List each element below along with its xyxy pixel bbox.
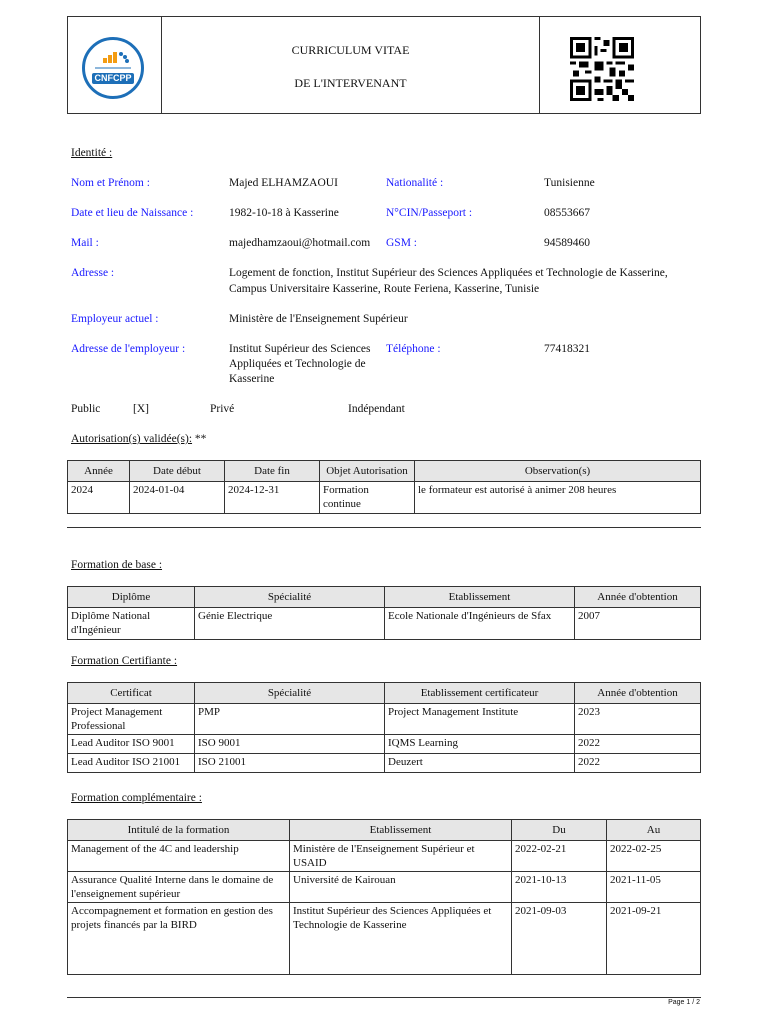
cell-institution-l2: USAID: [293, 857, 327, 869]
cell-year: 2007: [575, 608, 701, 640]
table-row: [68, 608, 701, 640]
complementary-table: [67, 819, 701, 975]
gsm-value: 94589460: [544, 237, 590, 249]
authorisation-title-text: Autorisation(s) validée(s):: [71, 433, 193, 445]
cell-institution: Deuzert: [385, 754, 575, 773]
cell-certificate-l2: Professional: [71, 720, 126, 732]
cell-institution: Project Management Institute: [385, 704, 575, 735]
cell-speciality: ISO 9001: [195, 735, 385, 754]
cell-institution: Université de Kairouan: [290, 872, 512, 903]
cell-object: [320, 482, 415, 514]
column-header: Spécialité: [195, 683, 385, 704]
cell-speciality: PMP: [195, 704, 385, 735]
employer-address-line3: Kasserine: [229, 373, 275, 385]
document-header: [67, 16, 701, 114]
authorisation-title-suffix: **: [192, 433, 207, 445]
cell-year: 2023: [575, 704, 701, 735]
cell-training-title-l2: projets financés par la BIRD: [71, 919, 197, 931]
employer-value: Ministère de l'Enseignement Supérieur: [229, 313, 408, 325]
cell-training-title: Management of the 4C and leadership: [68, 841, 290, 872]
column-header: Objet Autorisation: [320, 461, 415, 482]
address-line2: Campus Universitaire Kasserine, Route Feriena, Kasserine, Tunisie: [229, 283, 540, 295]
cell-speciality: ISO 21001: [195, 754, 385, 773]
birth-label: Date et lieu de Naissance :: [71, 207, 194, 219]
cell-institution-l1: Institut Supérieur des Sciences Appliquées et: [293, 905, 492, 917]
doc-title-line2: DE L'INTERVENANT: [294, 76, 407, 90]
table-row: [68, 482, 701, 514]
footer-divider: [67, 997, 701, 998]
gsm-label: GSM :: [386, 237, 417, 249]
logo-cell: [68, 17, 162, 113]
employer-label: Employeur actuel :: [71, 313, 159, 325]
employer-address-line1: Institut Supérieur des Sciences: [229, 343, 371, 355]
base-training-title: Formation de base :: [71, 559, 163, 571]
cell-certificate: Lead Auditor ISO 21001: [68, 754, 195, 773]
column-header: Année d'obtention: [575, 587, 701, 608]
certifications-table: [67, 682, 701, 773]
cell-diploma-l1: Diplôme National: [71, 610, 151, 622]
column-header: Intitulé de la formation: [68, 820, 290, 841]
column-header: Année d'obtention: [575, 683, 701, 704]
cell-start: 2024-01-04: [130, 482, 225, 514]
column-header: Du: [512, 820, 607, 841]
employer-address-label: Adresse de l'employeur :: [71, 343, 186, 355]
cell-year: 2022: [575, 735, 701, 754]
column-header: Spécialité: [195, 587, 385, 608]
cell-institution: [290, 841, 512, 872]
cin-value: 08553667: [544, 207, 590, 219]
column-header: Etablissement: [385, 587, 575, 608]
cell-object-l1: Formation: [323, 484, 369, 496]
table-row: [68, 841, 701, 872]
page-number: Page 1 / 2: [668, 999, 700, 1006]
authorisation-table: [67, 460, 701, 514]
cell-to: 2021-11-05: [607, 872, 701, 903]
independent-label: Indépendant: [348, 403, 405, 415]
column-header: Etablissement certificateur: [385, 683, 575, 704]
table-header-row: [68, 820, 701, 841]
cell-institution-l1: Ministère de l'Enseignement Supérieur et: [293, 843, 475, 855]
cell-observation: le formateur est autorisé à animer 208 heures: [415, 482, 701, 514]
phone-value: 77418321: [544, 343, 590, 355]
cell-to: 2021-09-21: [607, 903, 701, 975]
mail-label: Mail :: [71, 237, 99, 249]
certifications-title: Formation Certifiante :: [71, 655, 178, 667]
logo-text: CNFCPP: [94, 73, 132, 83]
qr-code-icon: [570, 37, 634, 101]
cell-object-l2: continue: [323, 498, 361, 510]
cin-label: N°CIN/Passeport :: [386, 207, 473, 219]
private-label: Privé: [210, 403, 235, 415]
address-label: Adresse :: [71, 267, 115, 279]
birth-value: 1982-10-18 à Kasserine: [229, 207, 339, 219]
mail-value: majedhamzaoui@hotmail.com: [229, 237, 371, 249]
table-header-row: [68, 587, 701, 608]
cell-training-title-l1: Accompagnement et formation en gestion des: [71, 905, 273, 917]
table-row: [68, 735, 701, 754]
public-checkbox: [X]: [133, 403, 149, 415]
table-row: [68, 872, 701, 903]
column-header: Année: [68, 461, 130, 482]
name-value: Majed ELHAMZAOUI: [229, 177, 338, 189]
cell-institution: IQMS Learning: [385, 735, 575, 754]
cell-certificate-l1: Project Management: [71, 706, 163, 718]
table-row: [68, 903, 701, 975]
nationality-label: Nationalité :: [386, 177, 444, 189]
cnfcpp-logo: [82, 37, 144, 99]
address-line1: Logement de fonction, Institut Supérieur des Sciences Appliquées et Technologie de Kasserine,: [229, 267, 668, 279]
cell-end: 2024-12-31: [225, 482, 320, 514]
cell-speciality: Génie Electrique: [195, 608, 385, 640]
employer-address-line2: Appliquées et Technologie de: [229, 358, 366, 370]
qr-cell: [539, 17, 700, 113]
section-divider: [67, 527, 701, 528]
authorisation-title: [71, 433, 206, 445]
identity-section-title: Identité :: [71, 147, 113, 159]
cell-institution: [290, 903, 512, 975]
phone-label: Téléphone :: [386, 343, 441, 355]
cell-diploma-l2: d'Ingénieur: [71, 624, 121, 636]
complementary-title: Formation complémentaire :: [71, 792, 202, 804]
cell-year: 2022: [575, 754, 701, 773]
table-header-row: [68, 461, 701, 482]
cell-institution: Ecole Nationale d'Ingénieurs de Sfax: [385, 608, 575, 640]
column-header: Date fin: [225, 461, 320, 482]
cell-certificate: [68, 704, 195, 735]
base-training-table: [67, 586, 701, 640]
cell-certificate: Lead Auditor ISO 9001: [68, 735, 195, 754]
doc-title-line1: CURRICULUM VITAE: [291, 43, 410, 57]
cell-to: 2022-02-25: [607, 841, 701, 872]
table-header-row: [68, 683, 701, 704]
cell-training-title: [68, 872, 290, 903]
cell-training-title-l1: Assurance Qualité Interne dans le domaine de: [71, 874, 274, 886]
name-label: Nom et Prénom :: [71, 177, 150, 189]
table-row: [68, 754, 701, 773]
cell-from: 2022-02-21: [512, 841, 607, 872]
cell-from: 2021-09-03: [512, 903, 607, 975]
cell-training-title-l2: l'enseignement supérieur: [71, 888, 181, 900]
column-header: Observation(s): [415, 461, 701, 482]
cell-training-title: [68, 903, 290, 975]
nationality-value: Tunisienne: [544, 177, 595, 189]
table-row: [68, 704, 701, 735]
cell-year: 2024: [68, 482, 130, 514]
column-header: Diplôme: [68, 587, 195, 608]
column-header: Date début: [130, 461, 225, 482]
cell-from: 2021-10-13: [512, 872, 607, 903]
public-label: Public: [71, 403, 101, 415]
column-header: Au: [607, 820, 701, 841]
column-header: Certificat: [68, 683, 195, 704]
column-header: Etablissement: [290, 820, 512, 841]
cell-diploma: [68, 608, 195, 640]
cell-institution-l2: Technologie de Kasserine: [293, 919, 407, 931]
